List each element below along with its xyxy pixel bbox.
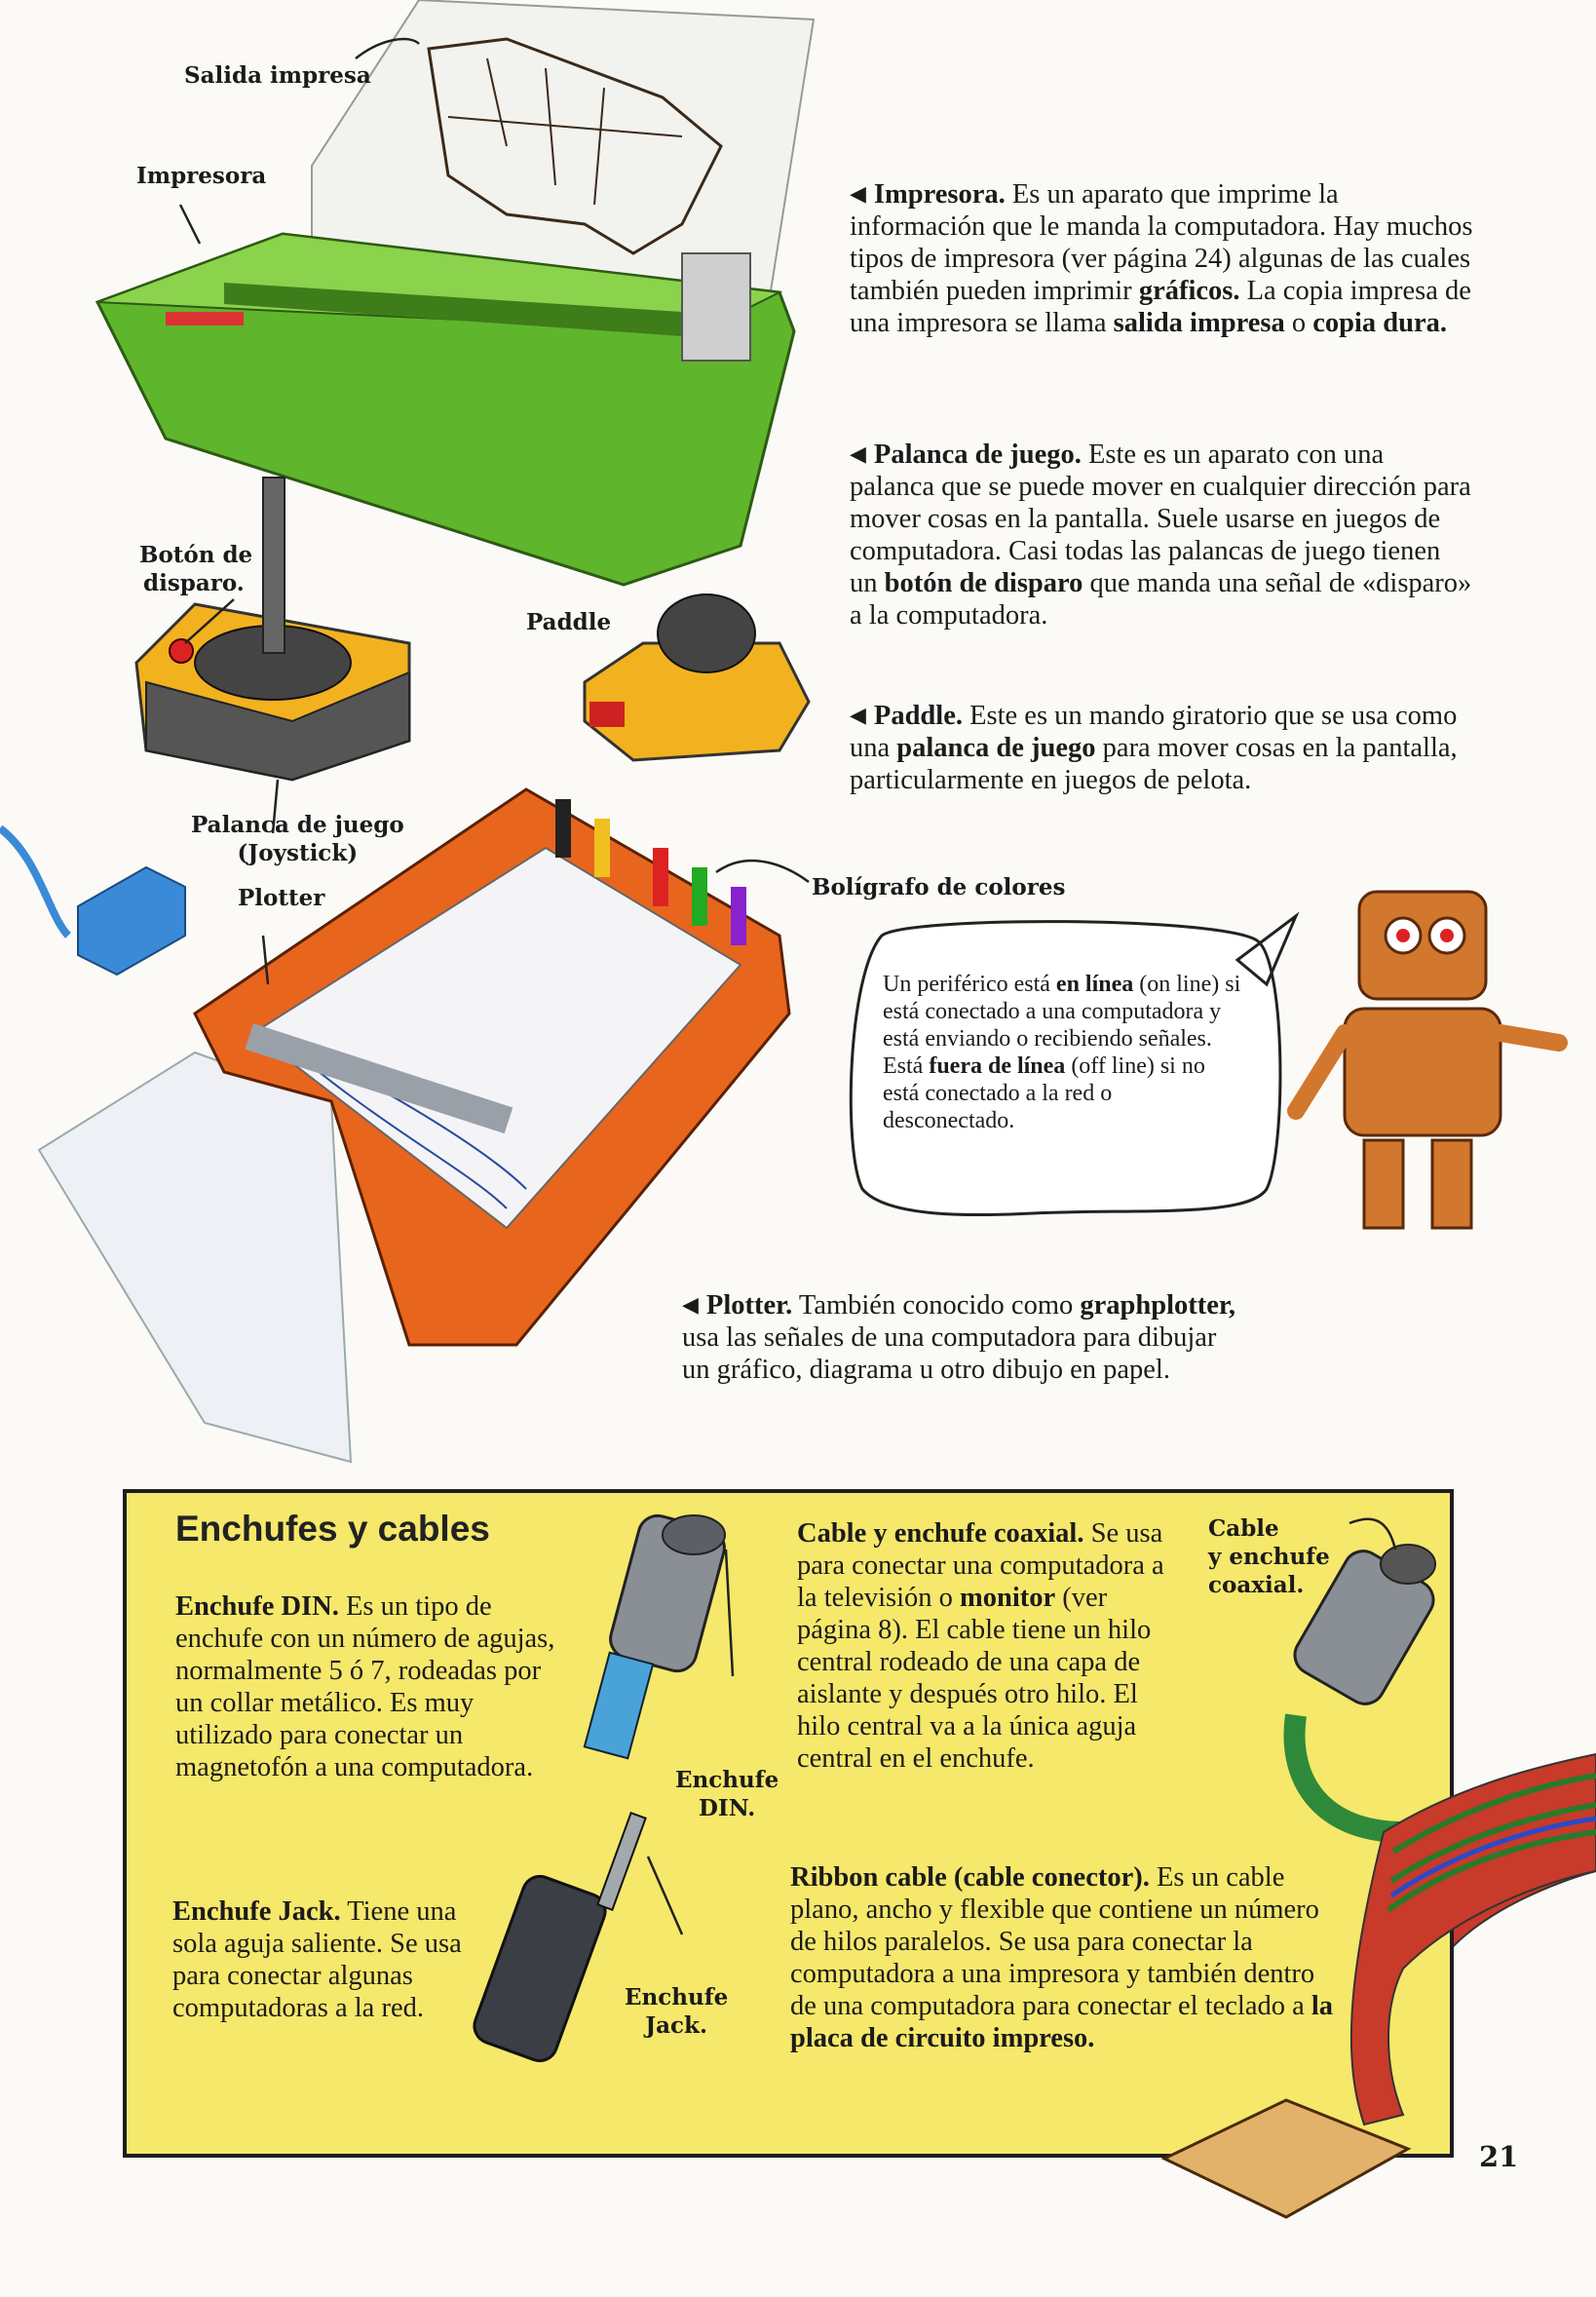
label-boton-line-1: Botón de: [139, 542, 253, 568]
heading-ribbon: Ribbon cable (cable conector).: [790, 1862, 1150, 1893]
label-jack-line-2: Jack.: [645, 2012, 707, 2039]
bold-text: monitor: [960, 1583, 1056, 1613]
section-jack: [172, 1895, 484, 2024]
text: La copia impresa de una impresora se llama: [850, 276, 1471, 338]
text: Es un cable plano, ancho y flexible que contiene un número de hilos paralelos. Se usa para conectar la computadora a una impresora y también dentro de una computadora para conectar el teclado a: [790, 1862, 1319, 2021]
pointer-left-icon: ◀: [682, 1292, 699, 1317]
page-number: 21: [1479, 2140, 1519, 2173]
bold-text: gráficos.: [1138, 276, 1240, 306]
label-coaxial-line-2: y enchufe: [1208, 1544, 1330, 1570]
section-ribbon: [790, 1861, 1336, 2054]
label-impresora: Impresora: [136, 163, 267, 189]
bold-text: en línea: [1055, 972, 1134, 997]
jack-plug-icon: [470, 1813, 646, 2065]
text: usa las señales de una computadora para dibujar un gráfico, diagrama u otro dibujo en papel.: [682, 1322, 1217, 1385]
text: Es un tipo de enchufe con un número de agujas, normalmente 5 ó 7, rodeadas por un collar metálico. Es muy utilizado para conectar un magnetofón a una computadora.: [175, 1591, 555, 1782]
bold-text: palanca de juego: [896, 733, 1096, 763]
text: Se usa para conectar una computadora a la televisión o: [797, 1518, 1164, 1613]
label-enchufe-jack: [625, 1983, 728, 2040]
text: Este es un mando giratorio que se usa como una: [850, 701, 1458, 763]
heading-impresora: Impresora.: [873, 179, 1006, 210]
text: (ver página 8). El cable tiene un hilo central rodeado de una capa de aislante y después otro hilo. El hilo central va a la única aguja central en el enchufe.: [797, 1583, 1152, 1774]
label-coaxial-line-1: Cable: [1208, 1515, 1279, 1542]
heading-palanca: Palanca de juego.: [873, 440, 1082, 470]
pointer-left-icon: ◀: [850, 181, 866, 206]
section-coaxial: [797, 1517, 1177, 1775]
heading-plotter: Plotter.: [705, 1290, 793, 1321]
label-boton-line-2: disparo.: [143, 570, 245, 596]
bold-text: botón de disparo: [884, 568, 1083, 598]
text: (off line) si no está conectado a la red o desconectado.: [883, 1053, 1205, 1133]
label-din-line-1: Enchufe: [675, 1767, 779, 1793]
label-plotter: Plotter: [238, 885, 325, 911]
text: que manda una señal de «disparo» a la computadora.: [850, 568, 1472, 631]
text: También conocido como: [792, 1290, 1081, 1321]
text: (on line) si está conectado a una computadora y está enviando o recibiendo señales. Está: [883, 972, 1241, 1079]
pointer-left-icon: ◀: [850, 703, 866, 727]
text: Es un aparato que imprime la información que le manda la computadora. Hay muchos tipos de impresora (ver página 24) algunas de las cuales también pueden imprimir: [850, 179, 1473, 306]
text: Este es un aparato con una palanca que se puede mover en cualquier dirección para mover cosas en la pantalla. Suele usarse en juegos de computadora. Casi todas las palancas de juego tienen un: [850, 440, 1471, 598]
text: para mover cosas en la pantalla, particularmente en juegos de pelota.: [850, 733, 1458, 795]
box-title: Enchufes y cables: [175, 1509, 490, 1549]
label-din-line-2: DIN.: [698, 1795, 756, 1821]
label-paddle: Paddle: [526, 609, 612, 635]
bold-text: fuera de línea: [929, 1053, 1066, 1079]
label-palanca-line-2: (Joystick): [237, 840, 359, 866]
label-enchufe-din: [675, 1766, 779, 1822]
label-palanca-line-1: Palanca de juego: [191, 812, 404, 838]
section-din: [175, 1590, 565, 1783]
text: Un periférico está: [883, 972, 1056, 997]
label-jack-line-1: Enchufe: [625, 1984, 729, 2010]
label-salida-impresa: Salida impresa: [184, 62, 371, 89]
text: o: [1284, 308, 1313, 338]
label-coaxial: [1208, 1514, 1330, 1599]
din-plug-icon: [585, 1512, 729, 1758]
heading-jack: Enchufe Jack.: [172, 1896, 341, 1927]
bold-text: la placa de circuito impreso.: [790, 1991, 1334, 2053]
label-coaxial-line-3: coaxial.: [1208, 1572, 1305, 1598]
heading-din: Enchufe DIN.: [175, 1591, 339, 1622]
bold-text: graphplotter,: [1080, 1290, 1236, 1321]
heading-paddle: Paddle.: [873, 701, 963, 731]
text: Tiene una sola aguja saliente. Se usa para conectar algunas computadoras a la red.: [172, 1896, 462, 2023]
pointer-left-icon: ◀: [850, 441, 866, 466]
bold-text: salida impresa: [1113, 308, 1285, 338]
label-boligrafo: Bolígrafo de colores: [812, 874, 1066, 900]
bold-text: copia dura.: [1312, 308, 1447, 338]
heading-coaxial: Cable y enchufe coaxial.: [797, 1518, 1084, 1549]
